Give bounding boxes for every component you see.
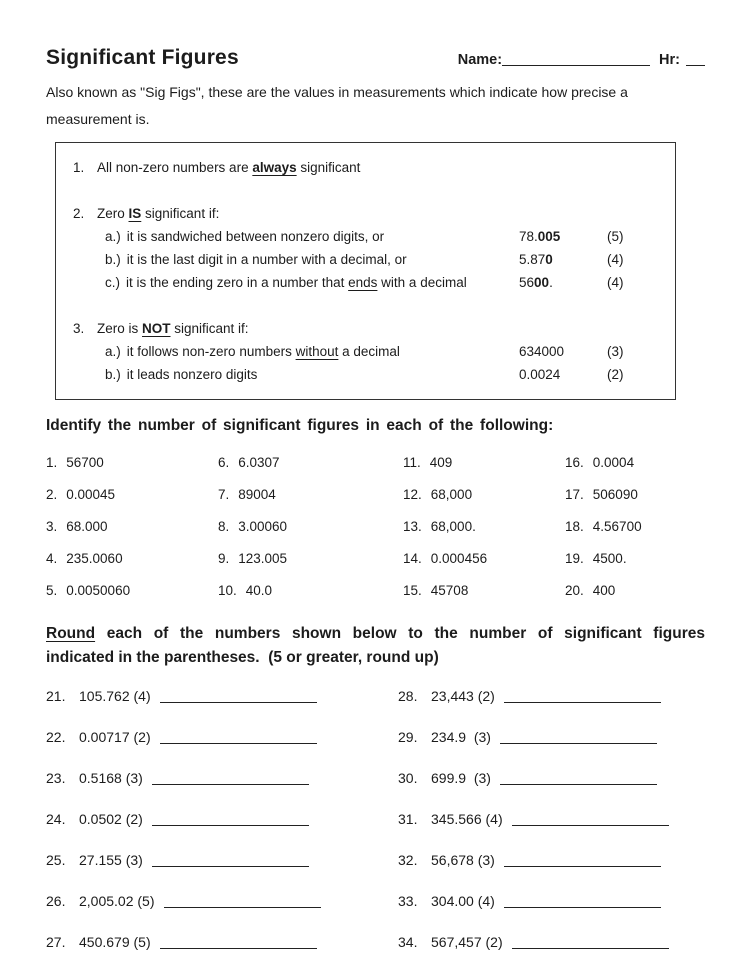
example-value: 78.005 (5) — [519, 225, 661, 248]
item-value: 0.5168 (3) — [79, 770, 143, 786]
item-number: 4. — [46, 551, 58, 566]
identify-item — [403, 516, 565, 537]
round-item — [398, 890, 705, 912]
hr-label: Hr: — [659, 52, 680, 68]
item-value: 345.566 (4) — [431, 811, 503, 827]
rule-2 — [73, 202, 661, 225]
item-number: 22. — [46, 729, 66, 745]
identify-item — [565, 548, 705, 569]
item-value: 56,678 (3) — [431, 852, 495, 868]
round-list — [46, 685, 705, 953]
identify-item — [218, 452, 403, 473]
item-number: 23. — [46, 770, 66, 786]
page-title: Significant Figures — [46, 46, 239, 69]
header — [46, 46, 705, 70]
rule-2a — [73, 225, 661, 248]
item-value: 68.000 — [66, 519, 108, 534]
item-value: 68,000 — [430, 487, 473, 502]
item-number: 13. — [403, 519, 422, 534]
item-value: 23,443 (2) — [431, 688, 495, 704]
item-number: 12. — [403, 487, 422, 502]
item-value: 450.679 (5) — [79, 934, 151, 950]
rule-text: Zero IS significant if: — [97, 206, 220, 221]
item-number: 34. — [398, 934, 418, 950]
example-value: 0.0024 (2) — [519, 363, 661, 386]
round-item — [398, 931, 705, 953]
sigfig-count: (4) — [607, 275, 624, 290]
sigfig-count: (5) — [607, 229, 624, 244]
answer-blank — [152, 853, 309, 867]
sub-rule-label: b.) — [105, 252, 121, 267]
item-number: 29. — [398, 729, 418, 745]
item-number: 18. — [565, 519, 584, 534]
rule-3 — [73, 317, 661, 340]
round-item — [46, 808, 398, 830]
item-value: 699.9 (3) — [431, 770, 491, 786]
rule-2b — [73, 248, 661, 271]
identify-item — [565, 516, 705, 537]
answer-blank — [500, 771, 657, 785]
item-number: 3. — [46, 519, 58, 534]
item-number: 21. — [46, 688, 66, 704]
item-value: 4.56700 — [592, 519, 642, 534]
item-value: 123.005 — [238, 551, 288, 566]
identify-item — [565, 580, 705, 601]
answer-blank — [504, 689, 661, 703]
rule-2c — [73, 271, 661, 294]
item-value: 45708 — [430, 583, 469, 598]
sub-rule-text: it is the ending zero in a number that ends with a decimal — [126, 275, 467, 290]
identify-item — [403, 580, 565, 601]
item-number: 28. — [398, 688, 418, 704]
rule-number: 3. — [73, 321, 85, 336]
round-item — [46, 890, 398, 912]
identify-item — [46, 484, 218, 505]
item-number: 19. — [565, 551, 584, 566]
identify-item — [218, 484, 403, 505]
identify-item — [403, 452, 565, 473]
answer-blank — [164, 894, 321, 908]
answer-blank — [160, 689, 317, 703]
item-value: 0.0004 — [592, 455, 635, 470]
sub-rule-label: b.) — [105, 367, 121, 382]
item-value: 27.155 (3) — [79, 852, 143, 868]
sub-rule-text: it leads nonzero digits — [126, 367, 258, 382]
item-number: 7. — [218, 487, 230, 502]
item-value: 105.762 (4) — [79, 688, 151, 704]
sub-rule-label: a.) — [105, 344, 121, 359]
round-item — [46, 849, 398, 871]
sub-rule-label: c.) — [105, 275, 120, 290]
identify-item — [403, 484, 565, 505]
answer-blank — [152, 812, 309, 826]
example-value: 5.870 (4) — [519, 248, 661, 271]
item-number: 17. — [565, 487, 584, 502]
item-number: 2. — [46, 487, 58, 502]
item-value: 0.0050060 — [66, 583, 131, 598]
round-item — [46, 685, 398, 707]
rule-1 — [73, 156, 661, 179]
answer-blank — [160, 935, 317, 949]
answer-blank — [500, 730, 657, 744]
item-value: 56700 — [66, 455, 104, 470]
name-blank — [502, 52, 650, 66]
item-value: 40.0 — [245, 583, 273, 598]
item-number: 33. — [398, 893, 418, 909]
item-value: 304.00 (4) — [431, 893, 495, 909]
item-value: 0.0502 (2) — [79, 811, 143, 827]
item-number: 25. — [46, 852, 66, 868]
round-item — [398, 767, 705, 789]
item-value: 506090 — [592, 487, 638, 502]
item-value: 6.0307 — [238, 455, 280, 470]
rule-number: 2. — [73, 206, 85, 221]
rule-3a — [73, 340, 661, 363]
item-number: 15. — [403, 583, 422, 598]
item-value: 3.00060 — [238, 519, 288, 534]
item-value: 400 — [592, 583, 616, 598]
sub-rule-label: a.) — [105, 229, 121, 244]
identify-item — [46, 516, 218, 537]
answer-blank — [160, 730, 317, 744]
answer-blank — [504, 894, 661, 908]
identify-section-heading: Identify the number of significant figures in each of the following: — [46, 417, 554, 434]
round-item — [46, 726, 398, 748]
item-number: 16. — [565, 455, 584, 470]
item-number: 14. — [403, 551, 422, 566]
item-number: 24. — [46, 811, 66, 827]
item-value: 89004 — [238, 487, 276, 502]
item-value: 2,005.02 (5) — [79, 893, 155, 909]
item-number: 1. — [46, 455, 58, 470]
example-value: 634000 (3) — [519, 340, 661, 363]
item-value: 68,000. — [430, 519, 476, 534]
intro-text: Also known as "Sig Figs", these are the values in measurements which indicate how precise a measurement is. — [46, 84, 628, 127]
round-section-heading — [46, 622, 705, 670]
sigfig-count: (4) — [607, 252, 624, 267]
item-number: 11. — [403, 455, 421, 470]
item-value: 235.0060 — [66, 551, 123, 566]
round-item — [398, 808, 705, 830]
item-number: 6. — [218, 455, 230, 470]
sigfig-count: (3) — [607, 344, 624, 359]
identify-item — [46, 452, 218, 473]
sub-rule-text: it follows non-zero numbers without a decimal — [126, 344, 400, 359]
round-item — [398, 726, 705, 748]
identify-item — [565, 452, 705, 473]
item-value: 0.00045 — [66, 487, 116, 502]
answer-blank — [512, 812, 669, 826]
rule-text: All non-zero numbers are always significant — [97, 160, 361, 175]
identify-item — [218, 516, 403, 537]
item-value: 4500. — [592, 551, 627, 566]
item-value: 0.00717 (2) — [79, 729, 151, 745]
identify-item — [565, 484, 705, 505]
item-number: 20. — [565, 583, 584, 598]
identify-item — [46, 580, 218, 601]
rules-box — [55, 142, 676, 400]
name-hr-fields — [458, 50, 705, 68]
round-item — [398, 685, 705, 707]
identify-item — [46, 548, 218, 569]
item-number: 32. — [398, 852, 418, 868]
sigfig-count: (2) — [607, 367, 624, 382]
item-value: 234.9 (3) — [431, 729, 491, 745]
item-number: 31. — [398, 811, 418, 827]
item-number: 26. — [46, 893, 66, 909]
identify-list — [46, 452, 705, 601]
sub-rule-text: it is sandwiched between nonzero digits, or — [126, 229, 385, 244]
item-number: 5. — [46, 583, 58, 598]
identify-item — [403, 548, 565, 569]
identify-item — [218, 548, 403, 569]
item-value: 567,457 (2) — [431, 934, 503, 950]
item-value: 0.000456 — [430, 551, 488, 566]
sub-rule-text: it is the last digit in a number with a decimal, or — [126, 252, 407, 267]
round-heading-line2: indicated in the parentheses. (5 or greater, round up) — [46, 649, 439, 666]
round-item — [46, 931, 398, 953]
item-value: 409 — [429, 455, 453, 470]
example-value: 5600. (4) — [519, 271, 661, 294]
answer-blank — [152, 771, 309, 785]
round-item — [398, 849, 705, 871]
round-heading-line1: Round each of the numbers shown below to the number of significant figures — [46, 625, 705, 642]
round-item — [46, 767, 398, 789]
answer-blank — [504, 853, 661, 867]
answer-blank — [512, 935, 669, 949]
rule-number: 1. — [73, 160, 85, 175]
item-number: 8. — [218, 519, 230, 534]
item-number: 30. — [398, 770, 418, 786]
rule-text: Zero is NOT significant if: — [97, 321, 249, 336]
hr-blank — [686, 52, 705, 66]
item-number: 10. — [218, 583, 237, 598]
item-number: 9. — [218, 551, 230, 566]
rule-3b — [73, 363, 661, 386]
identify-item — [218, 580, 403, 601]
item-number: 27. — [46, 934, 66, 950]
name-label: Name: — [457, 52, 503, 68]
